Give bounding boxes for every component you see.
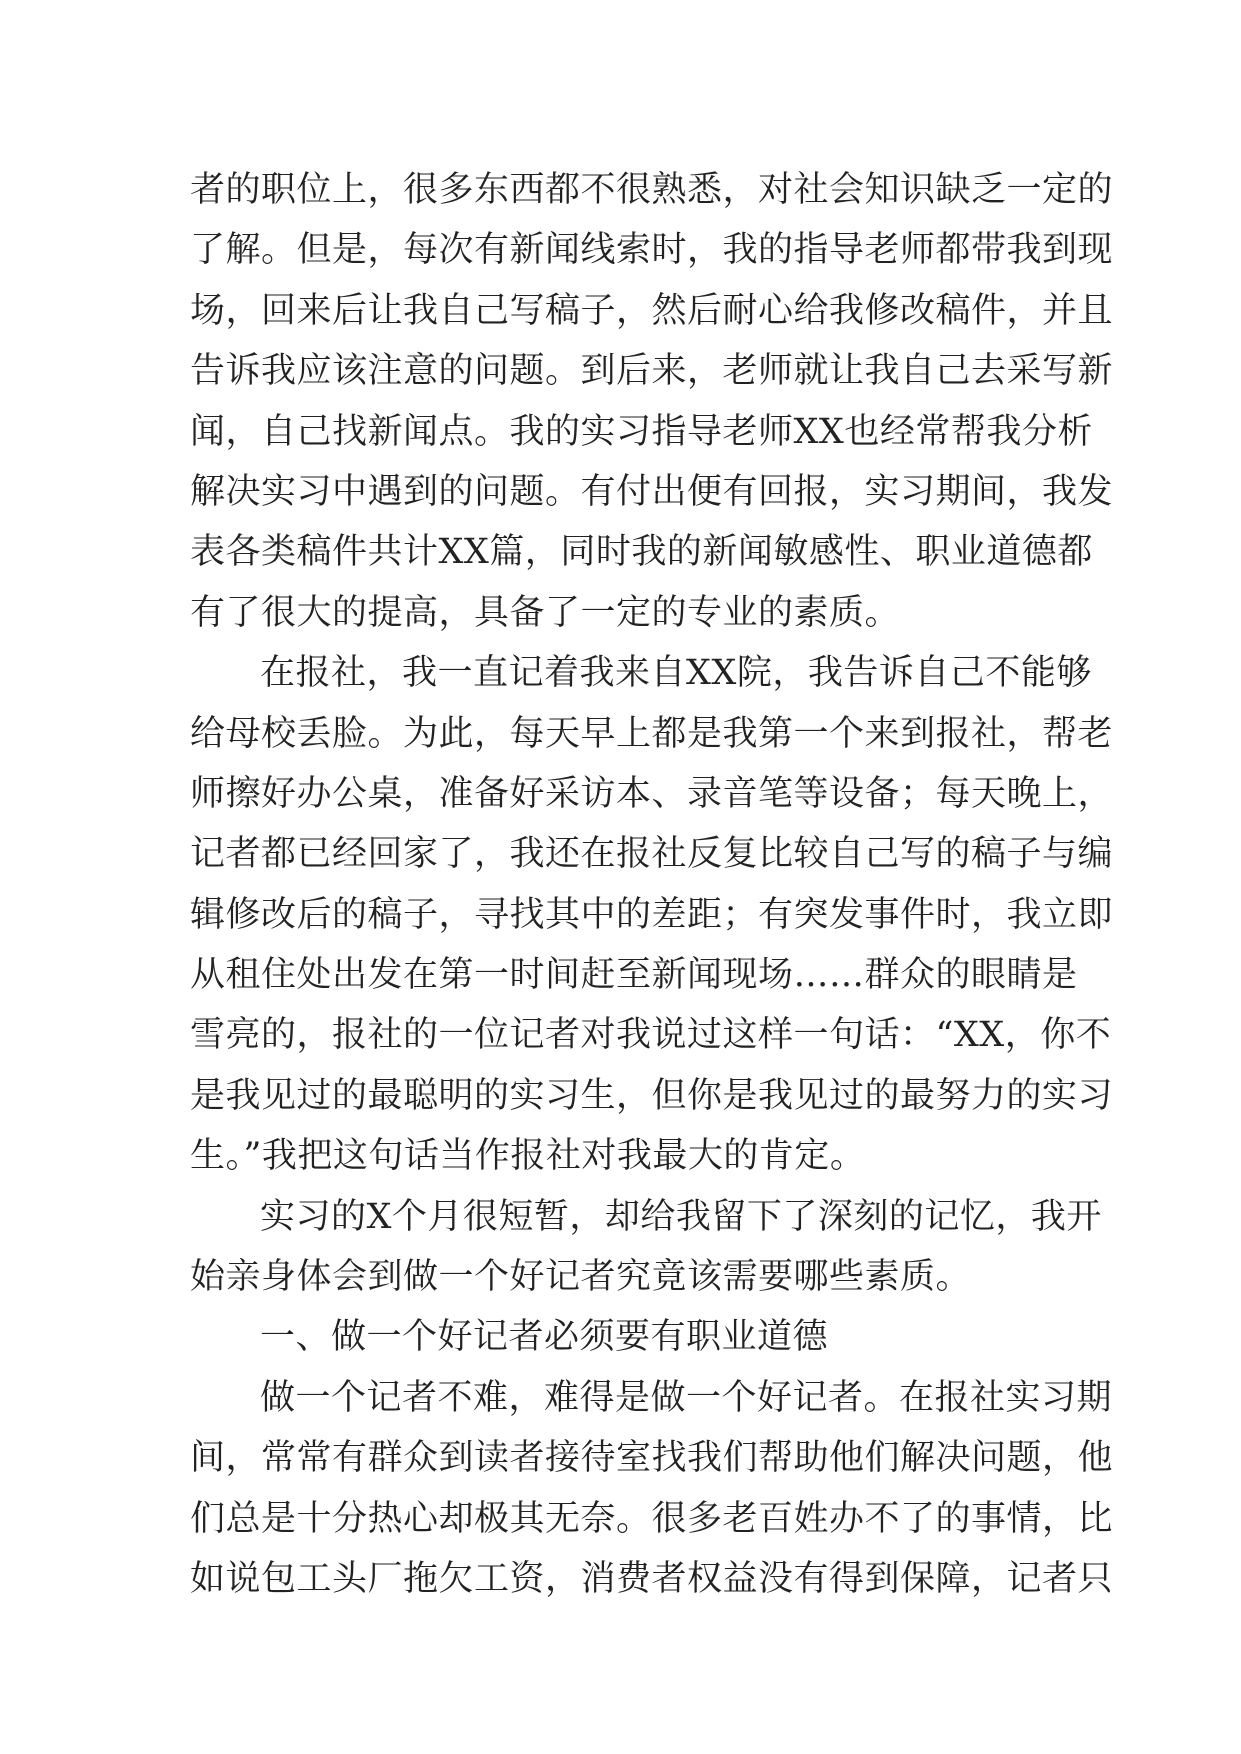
text-line: 给母校丢脸。为此，每天早上都是我第一个来到报社，帮老 (190, 713, 1114, 754)
paragraph-first-line: 实习的X个月很短暂，却给我留下了深刻的记忆，我开 (260, 1196, 1102, 1237)
text-line: 雪亮的，报社的一位记者对我说过这样一句话：“XX，你不 (190, 1015, 1112, 1056)
text-line: 生。”我把这句话当作报社对我最大的肯定。 (190, 1136, 866, 1177)
text-line: 从租住处出发在第一时间赶至新闻现场……群众的眼睛是 (190, 955, 1078, 996)
text-line: 是我见过的最聪明的实习生，但你是我见过的最努力的实习 (190, 1075, 1114, 1116)
section-heading: 一、做一个好记者必须要有职业道德 (260, 1317, 829, 1358)
text-line: 如说包工头厂拖欠工资，消费者权益没有得到保障，记者只 (190, 1558, 1114, 1599)
text-line: 师擦好办公桌，准备好采访本、录音笔等设备；每天晚上， (190, 773, 1114, 814)
text-line: 告诉我应该注意的问题。到后来，老师就让我自己去采写新 (190, 351, 1114, 392)
paragraph-first-line: 在报社，我一直记着我来自XX院，我告诉自己不能够 (260, 653, 1092, 694)
text-line: 场，回来后让我自己写稿子，然后耐心给我修改稿件，并且 (190, 290, 1114, 331)
text-line: 间，常常有群众到读者接待室找我们帮助他们解决问题，他 (190, 1438, 1114, 1479)
text-line: 始亲身体会到做一个好记者究竟该需要哪些素质。 (190, 1257, 972, 1298)
text-line: 们总是十分热心却极其无奈。很多老百姓办不了的事情，比 (190, 1498, 1114, 1539)
text-line: 解决实习中遇到的问题。有付出便有回报，实习期间，我发 (190, 471, 1114, 512)
paragraph-first-line: 做一个记者不难，难得是做一个好记者。在报社实习期 (260, 1377, 1113, 1418)
text-line: 了解。但是，每次有新闻线索时，我的指导老师都带我到现 (190, 230, 1114, 271)
text-line: 者的职位上，很多东西都不很熟悉，对社会知识缺乏一定的 (190, 170, 1114, 210)
document-body (190, 160, 1114, 1609)
text-line: 记者都已经回家了，我还在报社反复比较自己写的稿子与编 (190, 834, 1114, 875)
text-line: 有了很大的提高，具备了一定的专业的素质。 (190, 592, 901, 633)
text-line: 表各类稿件共计XX篇，同时我的新闻敏感性、职业道德都 (190, 532, 1093, 573)
text-line: 辑修改后的稿子，寻找其中的差距；有突发事件时，我立即 (190, 894, 1114, 935)
text-line: 闻，自己找新闻点。我的实习指导老师XX也经常帮我分析 (190, 411, 1093, 452)
